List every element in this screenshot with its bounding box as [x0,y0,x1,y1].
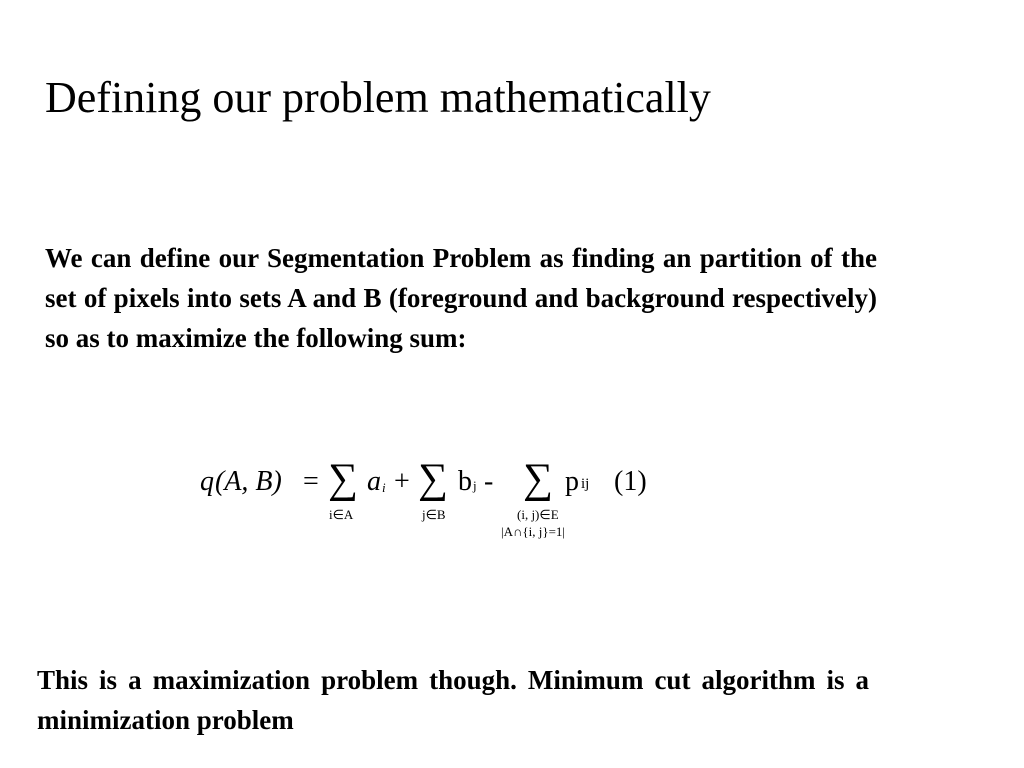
eq-plus: + [394,466,410,497]
sum3-index-line2: |A∩{i, j}=1| [501,524,566,539]
eq-b: b [458,466,472,497]
eq-b-sub: j [473,478,477,493]
sum-symbol-2: ∑ [418,456,448,502]
eq-p-sub: ij [581,476,590,492]
conclusion-paragraph: This is a maximization problem though. Minimum cut algorithm is a minimization problem [37,665,869,735]
eq-q: q [200,466,214,497]
sum3-index-line1: (i, j)∈E [517,507,559,522]
eq-a: a [367,466,381,497]
eq-a-sub: i [382,480,386,495]
sum-symbol-1: ∑ [328,456,358,502]
eq-args: (A, B) [215,466,282,497]
sum-symbol-3: ∑ [523,456,553,502]
sum1-index: i∈A [329,507,354,522]
eq-minus: - [484,466,494,497]
objective-equation [200,458,670,548]
equation-number: (1) [614,466,647,497]
eq-p: p [565,466,579,497]
slide-title: Defining our problem mathematically [45,73,711,122]
eq-equals: = [303,466,319,497]
definition-paragraph: We can define our Segmentation Problem as finding an partition of the set of pixels into sets A and B (foreground and background respectively) so as to maximize the following sum: [45,243,877,353]
sum2-index: j∈B [422,507,446,522]
